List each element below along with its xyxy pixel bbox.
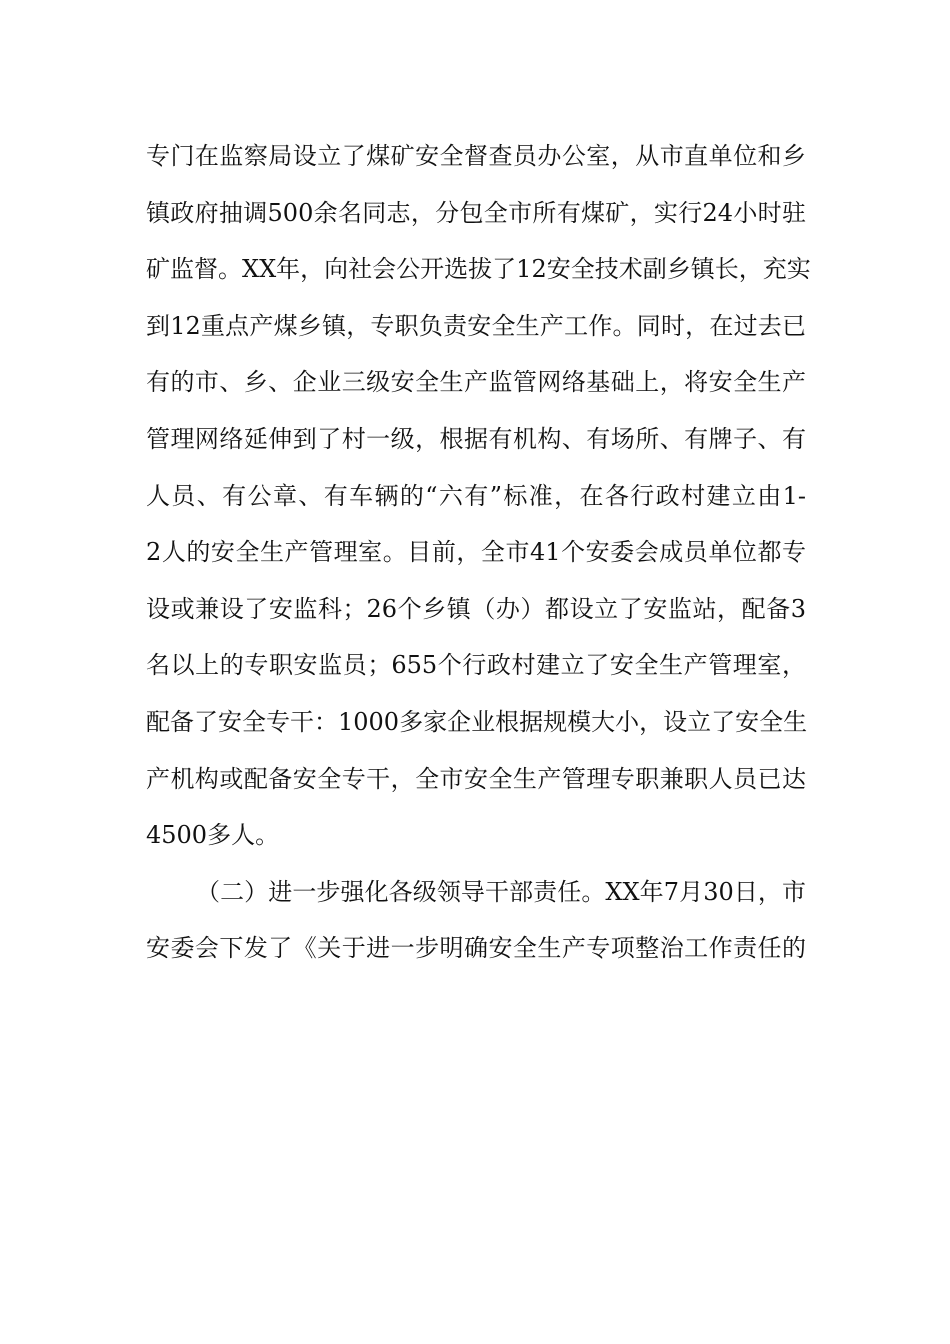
text-line: 安委会下发了《关于进一步明确安全生产专项整治工作责任的: [146, 934, 806, 963]
text-line: （二）进一步强化各级领导干部责任。XX年7月30日，市: [196, 877, 806, 906]
text-line: 配备了安全专干：1000多家企业根据规模大小，设立了安全生: [146, 707, 808, 736]
paragraph-2: [146, 864, 806, 977]
text-line: 设或兼设了安监科；26个乡镇（办）都设立了安监站，配备3: [146, 594, 806, 623]
document-body: [146, 128, 811, 977]
text-line: 专门在监察局设立了煤矿安全督查员办公室，从市直单位和乡: [146, 142, 806, 170]
text-line: 镇政府抽调500余名同志，分包全市所有煤矿，实行24小时驻: [146, 198, 806, 227]
text-line: 产机构或配备安全专干，全市安全生产管理专职兼职人员已达: [146, 764, 806, 793]
text-line: 4500多人。: [146, 821, 280, 850]
paragraph-1: [146, 128, 811, 864]
text-line: 到12重点产煤乡镇，专职负责安全生产工作。同时，在过去已: [146, 311, 806, 340]
text-line: 2人的安全生产管理室。目前，全市41个安委会成员单位都专: [146, 538, 806, 567]
text-line: 管理网络延伸到了村一级，根据有机构、有场所、有牌子、有: [146, 424, 806, 453]
text-line: 名以上的专职安监员；655个行政村建立了安全生产管理室，: [146, 651, 806, 680]
text-line: 有的市、乡、企业三级安全生产监管网络基础上，将安全生产: [146, 368, 806, 397]
text-line: 矿监督。XX年，向社会公开选拔了12安全技术副乡镇长，充实: [146, 255, 811, 284]
text-line: 人员、有公章、有车辆的“六有”标准，在各行政村建立由1-: [146, 481, 806, 510]
